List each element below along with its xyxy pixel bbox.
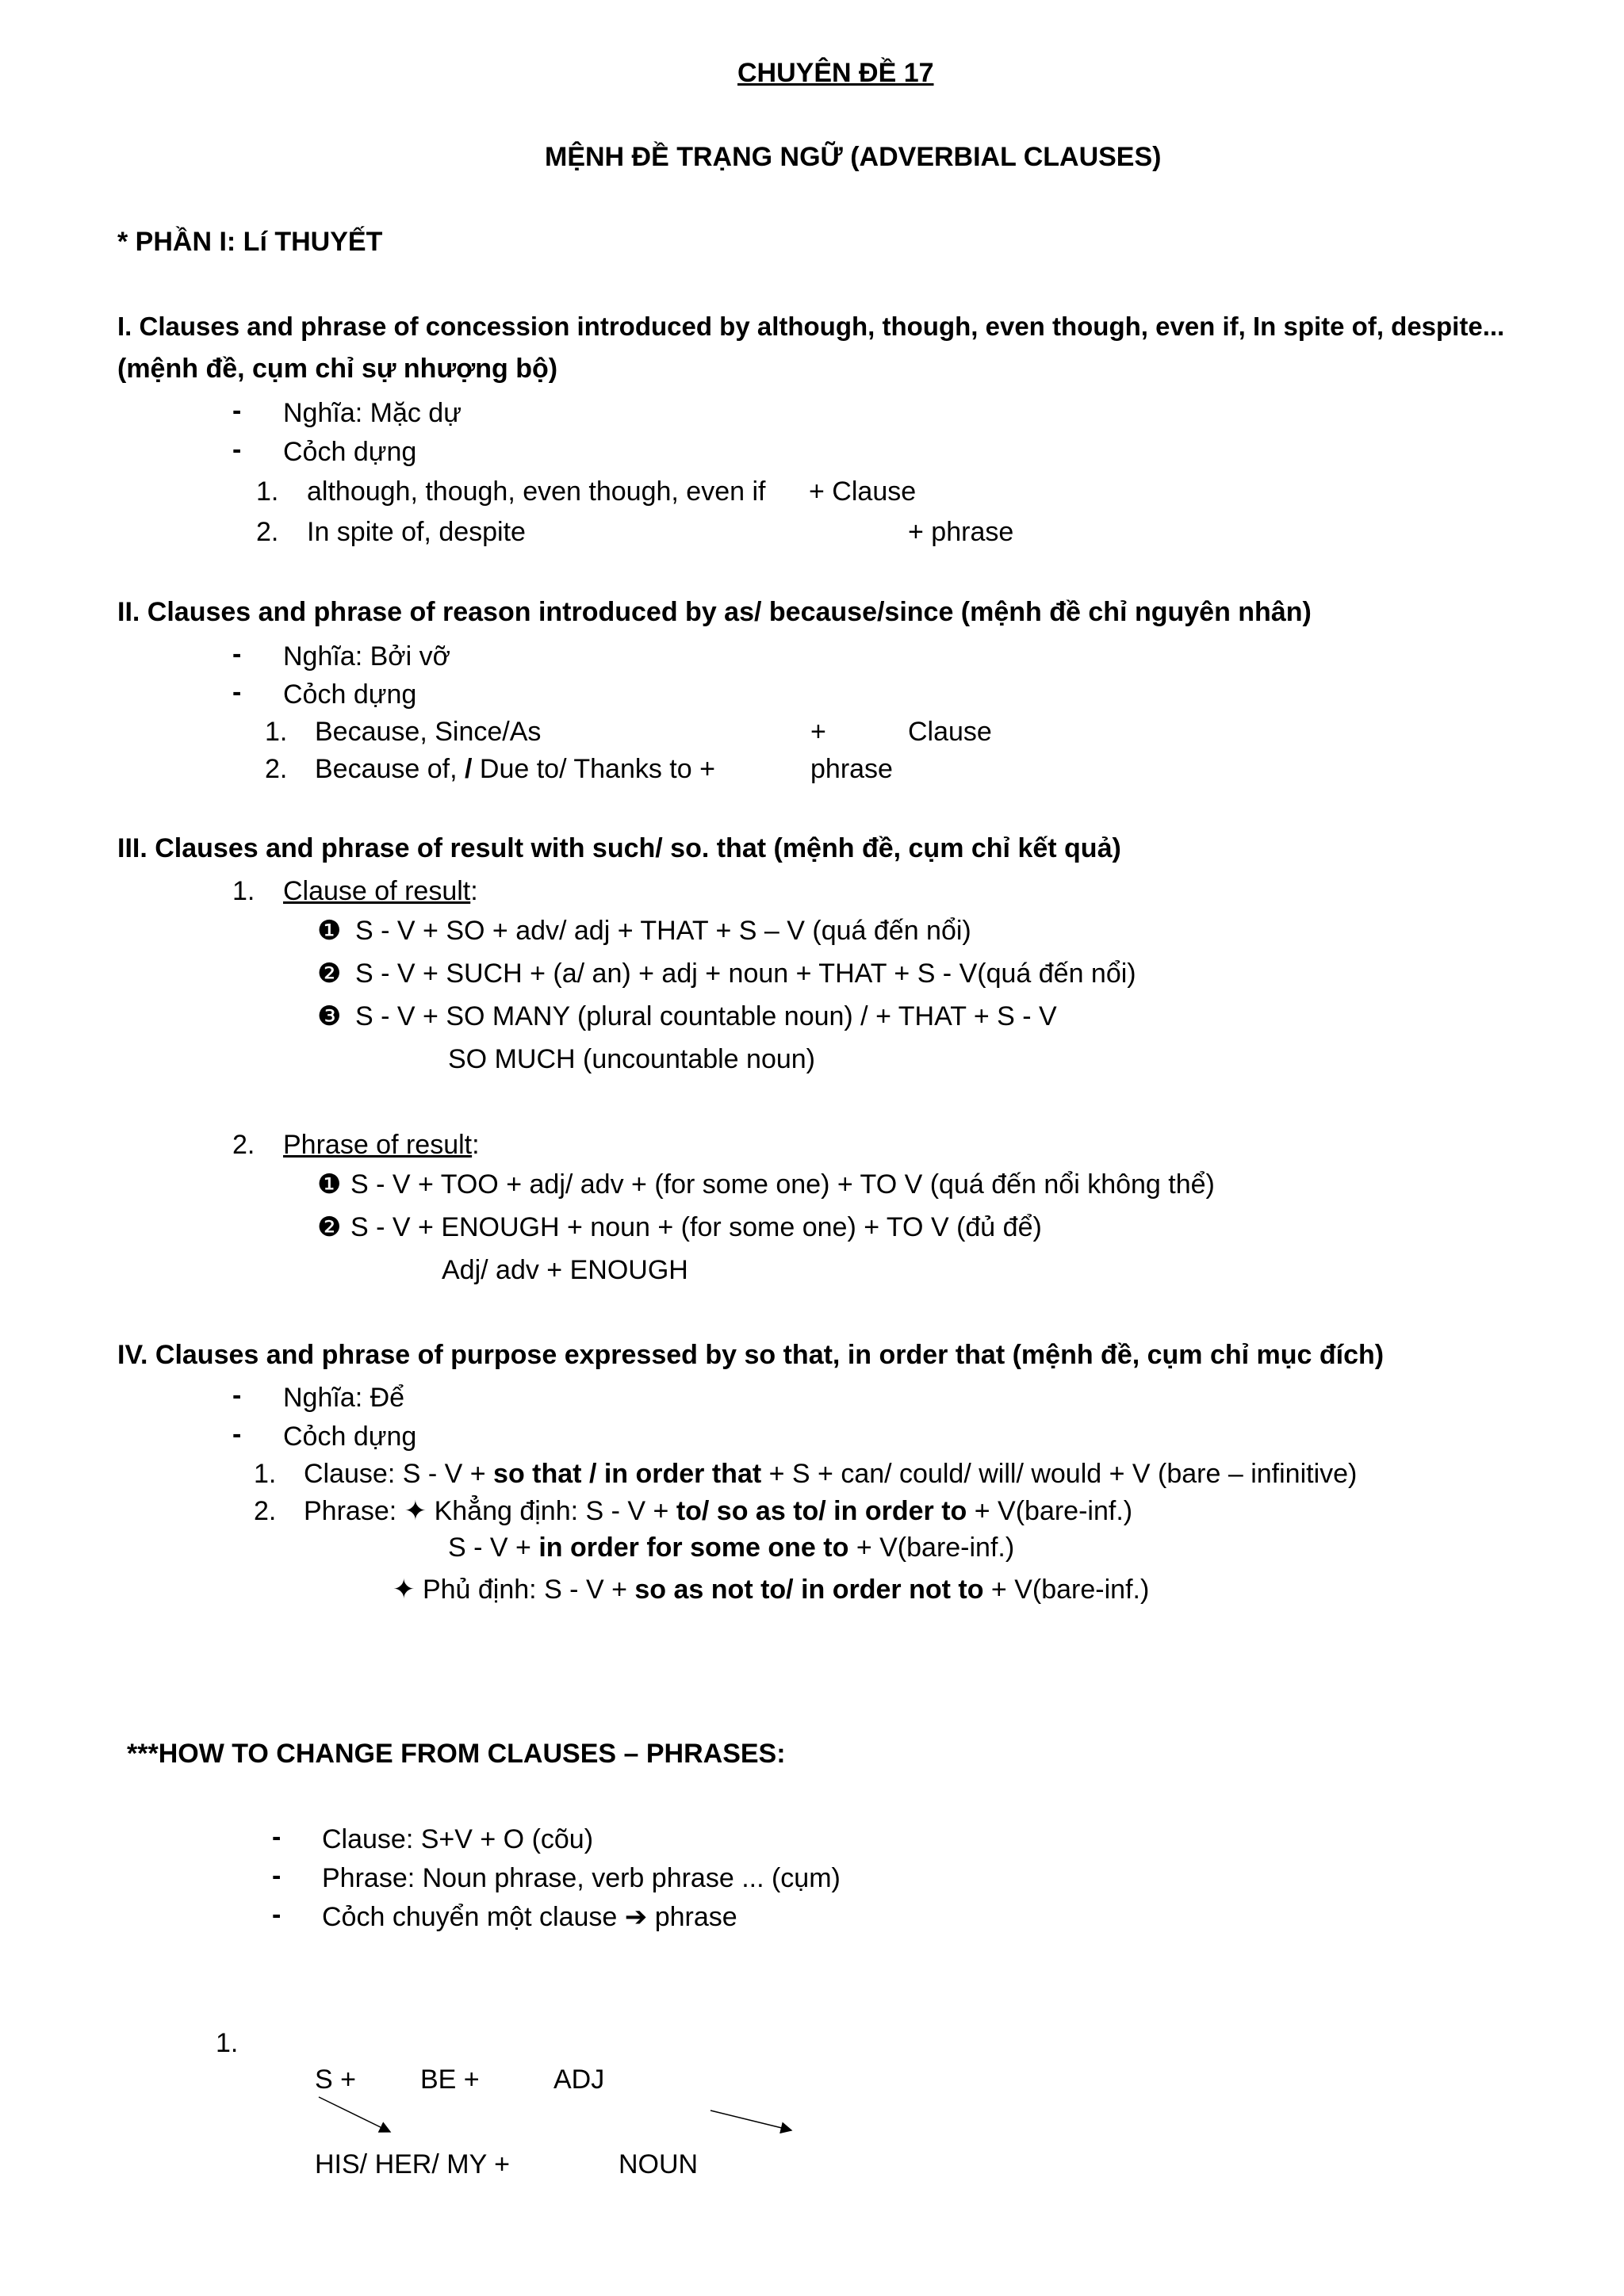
numbered-circle-2-icon: ❷ — [317, 959, 342, 989]
section-3-heading: III. Clauses and phrase of result with such/ so. that (mệnh đề, cụm chỉ kết quả) — [117, 833, 1121, 863]
bullet-dash-icon: - — [232, 396, 242, 426]
numbered-circle-3-icon: ❸ — [317, 1001, 342, 1031]
numbered-circle-1-icon: ❶ — [317, 916, 342, 946]
phrase-of-result-label-text: Phrase of result — [283, 1130, 473, 1160]
section-4-row1-c: + S + can/ could/ will/ would + V (bare – infinitive) — [761, 1459, 1358, 1489]
section-4-row1-number: 1. — [254, 1459, 277, 1489]
section-2-construction: Cỏch dựng — [283, 679, 417, 710]
how-item-phrase: Phrase: Noun phrase, verb phrase ... (cụm) — [322, 1863, 841, 1893]
section-1-construction: Cỏch dựng — [283, 437, 417, 467]
section-2-row1-word: Clause — [908, 717, 992, 747]
how-item-convert-b: phrase — [647, 1902, 737, 1932]
how-item-clause: Clause: S+V + O (cõu) — [322, 1824, 594, 1854]
bullet-dash-icon: - — [232, 1419, 242, 1449]
diagram-be: BE + — [420, 2064, 480, 2095]
section-4-row4-a: Phủ định: S - V + — [415, 1575, 635, 1605]
section-1-row2-text: In spite of, despite — [307, 517, 526, 547]
section-4-row3-c: + V(bare-inf.) — [848, 1533, 1015, 1563]
section-4-row1-b: so that / in order that — [493, 1459, 762, 1489]
section-2-row1-plus: + — [810, 717, 826, 747]
section-1-row2-plus: + phrase — [908, 517, 1014, 547]
section-1-row2-number: 2. — [256, 517, 279, 547]
clause-of-result-colon: : — [470, 876, 478, 906]
section-4-row2-number: 2. — [254, 1496, 277, 1526]
clause-result-formula-2: S - V + SUCH + (a/ an) + adj + noun + THAT + S - V(quá đến nổi) — [355, 959, 1136, 989]
four-point-star-icon: ✦ — [393, 1575, 416, 1605]
section-4-row2-a: Phrase: — [304, 1496, 404, 1526]
section-4-construction: Cỏch dựng — [283, 1422, 417, 1452]
section-4-row1-a: Clause: S - V + — [304, 1459, 494, 1489]
clause-of-result-number: 1. — [232, 876, 255, 906]
section-4-row4-c: + V(bare-inf.) — [983, 1575, 1150, 1605]
section-1-heading: I. Clauses and phrase of concession introduced by although, though, even though, even if, In spite of, despite... — [117, 312, 1505, 341]
section-4-row3-b: in order for some one to — [538, 1533, 849, 1563]
diagram-noun: NOUN — [619, 2149, 699, 2179]
section-1-row1-plus: + Clause — [809, 476, 917, 507]
phrase-of-result-colon: : — [472, 1130, 480, 1160]
part-heading: * PHẦN I: Lí THUYẾT — [117, 227, 383, 257]
phrase-of-result-number: 2. — [232, 1130, 255, 1160]
clause-of-result-label-text: Clause of result — [283, 876, 471, 906]
diagram-number: 1. — [216, 2028, 239, 2058]
section-4-meaning: Nghĩa: Để — [283, 1383, 405, 1413]
section-2-heading: II. Clauses and phrase of reason introduced by as/ because/since (mệnh đề chỉ nguyên nhân) — [117, 597, 1312, 627]
section-4-row3-a: S - V + — [448, 1533, 539, 1563]
section-2-row1-text: Because, Since/As — [315, 717, 542, 747]
phrase-result-formula-2-alt: Adj/ adv + ENOUGH — [442, 1255, 688, 1285]
section-2-meaning: Nghĩa: Bởi vỡ — [283, 641, 450, 672]
section-2-row2-text-a: Because of, — [315, 754, 465, 784]
numbered-circle-2-icon: ❷ — [317, 1212, 342, 1242]
four-point-star-icon: ✦ — [404, 1496, 427, 1526]
section-4-row4-b: so as not to/ in order not to — [634, 1575, 984, 1605]
section-1-meaning: Nghĩa: Mặc dự — [283, 398, 462, 428]
bullet-dash-icon: - — [232, 434, 242, 465]
section-2-row2-word: phrase — [810, 754, 893, 784]
section-1-heading-line2: (mệnh đề, cụm chỉ sự nhượng bộ) — [117, 354, 558, 384]
section-4-row2-b: Khẳng định: S - V + — [427, 1496, 676, 1526]
bullet-dash-icon: - — [232, 639, 242, 669]
section-4-row2-c: to/ so as to/ in order to — [676, 1496, 967, 1526]
clause-result-formula-3-alt: SO MUCH (uncountable noun) — [448, 1044, 816, 1074]
section-4-row2-d: + V(bare-inf.) — [967, 1496, 1133, 1526]
section-2-row2-slash: / — [465, 754, 473, 784]
section-1-row1-text: although, though, even though, even if — [307, 476, 766, 507]
diagram-subject: S + — [315, 2064, 356, 2095]
arrow-adj-to-noun — [710, 2110, 791, 2130]
section-2-row2-number: 2. — [265, 754, 288, 784]
diagram-adj: ADJ — [553, 2064, 605, 2095]
phrase-result-formula-1: S - V + TOO + adj/ adv + (for some one) + TO V (quá đến nổi không thể) — [350, 1169, 1215, 1200]
section-2-row2-text-b: Due to/ Thanks to + — [472, 754, 715, 784]
how-to-change-heading: ***HOW TO CHANGE FROM CLAUSES – PHRASES: — [127, 1739, 786, 1769]
section-1-row1-number: 1. — [256, 476, 279, 507]
clause-result-formula-3: S - V + SO MANY (plural countable noun) / + THAT + S - V — [355, 1001, 1057, 1031]
diagram-possessive: HIS/ HER/ MY + — [315, 2149, 510, 2179]
chapter-title: CHUYÊN ĐỀ 17 — [737, 58, 934, 88]
arrow-subject-to-possessive — [319, 2097, 390, 2132]
bullet-dash-icon: - — [232, 1380, 242, 1410]
phrase-result-formula-2: S - V + ENOUGH + noun + (for some one) + TO V (đủ để) — [350, 1212, 1042, 1242]
right-arrow-icon: ➔ — [624, 1902, 648, 1932]
section-4-heading: IV. Clauses and phrase of purpose expressed by so that, in order that (mệnh đề, cụm chỉ mục đích) — [117, 1340, 1385, 1370]
bullet-dash-icon: - — [272, 1900, 282, 1930]
bullet-dash-icon: - — [272, 1861, 282, 1891]
bullet-dash-icon: - — [232, 677, 242, 707]
clause-result-formula-1: S - V + SO + adv/ adj + THAT + S – V (quá đến nổi) — [355, 916, 971, 946]
bullet-dash-icon: - — [272, 1822, 282, 1852]
document-title: MỆNH ĐỀ TRẠNG NGỮ (ADVERBIAL CLAUSES) — [545, 142, 1162, 172]
numbered-circle-1-icon: ❶ — [317, 1169, 342, 1200]
how-item-convert-a: Cỏch chuyển một clause — [322, 1902, 625, 1932]
section-2-row1-number: 1. — [265, 717, 288, 747]
